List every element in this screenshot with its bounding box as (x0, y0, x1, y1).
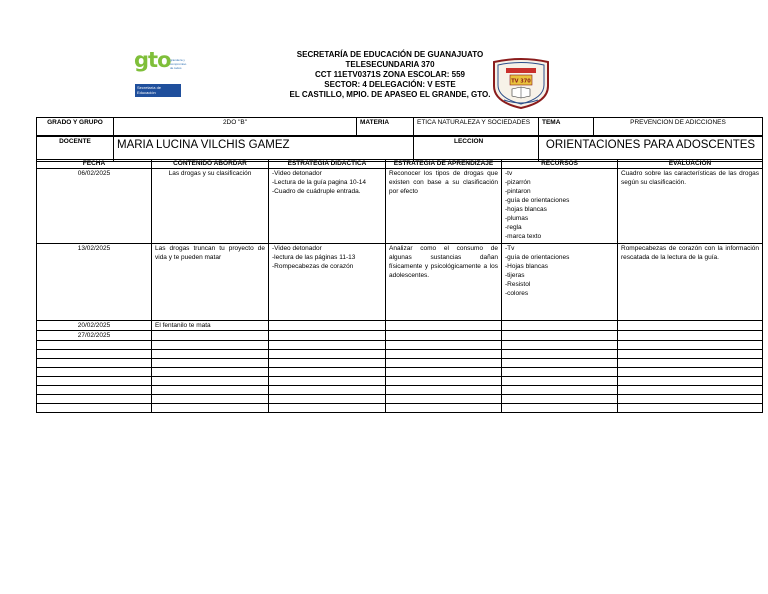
empty-cell (502, 404, 618, 413)
empty-cell (618, 350, 763, 359)
recurso-item: -Resistol (505, 281, 531, 288)
empty-cell (37, 368, 152, 377)
table-row (37, 244, 763, 321)
col-header-fecha: FECHA (37, 160, 152, 169)
empty-cell (386, 350, 502, 359)
header-line-3: CCT 11ETV0371S ZONA ESCOLAR: 559 (315, 70, 465, 79)
empty-cell (618, 377, 763, 386)
empty-cell (152, 377, 269, 386)
empty-cell (152, 395, 269, 404)
gto-logo-bar: Secretaría de Educación (135, 84, 181, 97)
grado-label: GRADO Y GRUPO (37, 118, 114, 137)
empty-cell (37, 341, 152, 350)
empty-cell (502, 359, 618, 368)
info-table-docente (36, 135, 763, 162)
row-didactica (269, 169, 386, 244)
empty-cell (269, 359, 386, 368)
empty-cell (152, 341, 269, 350)
didactica-item: -Video detonador (272, 170, 322, 177)
materia-label: MATERIA (357, 118, 414, 137)
empty-table-row (37, 359, 763, 368)
empty-cell (618, 404, 763, 413)
recurso-item: -Hojas blancas (505, 263, 548, 270)
recurso-item: -regla (505, 224, 522, 231)
empty-cell (269, 341, 386, 350)
empty-cell (618, 359, 763, 368)
gto-logo-text: gto (134, 48, 171, 72)
row-didactica (269, 244, 386, 321)
empty-cell (618, 368, 763, 377)
empty-cell (386, 368, 502, 377)
empty-cell (269, 395, 386, 404)
school-header (270, 50, 510, 100)
recurso-item: -tijeras (505, 272, 525, 279)
col-header-aprendizaje: ESTRATEGIA DE APRENDIZAJE (386, 160, 502, 169)
header-line-1: SECRETARÍA DE EDUCACIÓN DE GUANAJUATO (296, 50, 484, 59)
empty-cell (152, 386, 269, 395)
tema-value: PREVENCION DE ADICCIONES (594, 118, 763, 137)
empty-cell (269, 368, 386, 377)
empty-cell (502, 395, 618, 404)
empty-cell (152, 350, 269, 359)
col-header-evaluacion: EVALUACION (618, 160, 763, 169)
empty-cell (152, 404, 269, 413)
recurso-item: -guía de orientaciones (505, 254, 570, 261)
didactica-item: -Lectura de la guía pagina 10-14 (272, 179, 366, 186)
empty-cell (502, 377, 618, 386)
col-header-recursos: RECURSOS (502, 160, 618, 169)
recurso-item: -pintaron (505, 188, 531, 195)
row-aprendizaje: Reconocer los tipos de drogas que existen con base a su clasificación por efecto (386, 169, 502, 244)
row-fecha: 27/02/2025 (37, 331, 152, 341)
empty-cell (386, 386, 502, 395)
recurso-item: -marca texto (505, 233, 542, 240)
empty-cell (37, 377, 152, 386)
row-contenido: Las drogas y su clasificación (152, 169, 269, 244)
header-line-5: EL CASTILLO, MPIO. DE APASEO EL GRANDE, GTO. (289, 90, 491, 99)
empty-cell (386, 341, 502, 350)
empty-cell (269, 386, 386, 395)
empty-cell (37, 350, 152, 359)
empty-table-row (37, 404, 763, 413)
recurso-item: -plumas (505, 215, 529, 222)
crest-text: TV 370 (511, 78, 531, 85)
recurso-item: -colores (505, 290, 529, 297)
empty-cell (152, 359, 269, 368)
recurso-item: -tv (505, 170, 513, 177)
row-fecha: 13/02/2025 (37, 244, 152, 321)
row-contenido: El fentanilo te mata (152, 321, 269, 331)
docente-value: MARIA LUCINA VILCHIS GAMEZ (114, 136, 414, 162)
school-crest-icon (490, 56, 552, 110)
row-evaluacion: Cuadro sobre las características de las drogas según su clasificación. (618, 169, 763, 244)
empty-table-row (37, 386, 763, 395)
leccion-label: LECCION (414, 136, 539, 162)
info-table-top (36, 117, 763, 137)
header-line-2: TELESECUNDARIA 370 (345, 60, 435, 69)
empty-table-row (37, 341, 763, 350)
recurso-item: -guía de orientaciones (505, 197, 570, 204)
header-line-4: SECTOR: 4 DELEGACIÓN: V ESTE (324, 80, 456, 89)
table-header-row (37, 160, 763, 169)
empty-cell (269, 404, 386, 413)
empty-cell (37, 359, 152, 368)
grado-value: 2DO "B" (114, 118, 357, 137)
empty-table-row (37, 368, 763, 377)
empty-cell (386, 377, 502, 386)
empty-cell (502, 350, 618, 359)
empty-cell (37, 404, 152, 413)
didactica-item: -Rompecabezas de corazón (272, 263, 354, 270)
empty-cell (37, 386, 152, 395)
empty-cell (37, 395, 152, 404)
recurso-item: -pizarrón (505, 179, 531, 186)
didactica-item: -lectura de las páginas 11-13 (272, 254, 356, 261)
materia-value: ETICA NATURALEZA Y SOCIEDADES (414, 118, 539, 137)
empty-cell (269, 350, 386, 359)
didactica-item: -Video detonador (272, 245, 322, 252)
row-fecha: 06/02/2025 (37, 169, 152, 244)
docente-label: DOCENTE (37, 136, 114, 162)
recurso-item: -Tv (505, 245, 515, 252)
row-contenido: Las drogas truncan tu proyecto de vida y te pueden matar (152, 244, 269, 321)
col-header-contenido: CONTENIDO ABORDAR (152, 160, 269, 169)
row-evaluacion: Rompecabezas de corazón con la información rescatada de la lectura de la guía. (618, 244, 763, 321)
empty-cell (618, 341, 763, 350)
planning-table (36, 159, 763, 413)
col-header-didactica: ESTRATEGIA DIDACTICA (269, 160, 386, 169)
empty-cell (618, 395, 763, 404)
table-row (37, 321, 763, 331)
empty-cell (502, 368, 618, 377)
empty-cell (502, 386, 618, 395)
leccion-value: ORIENTACIONES PARA ADOSCENTES (539, 136, 763, 162)
empty-cell (502, 341, 618, 350)
recurso-item: -hojas blancas (505, 206, 547, 213)
gto-logo-tagline: grandeza y compromiso de todos (170, 58, 187, 70)
gto-logo (134, 50, 186, 98)
tema-label: TEMA (539, 118, 594, 137)
table-row (37, 169, 763, 244)
empty-cell (386, 404, 502, 413)
row-recursos (502, 169, 618, 244)
empty-table-row (37, 395, 763, 404)
empty-cell (618, 386, 763, 395)
empty-cell (386, 395, 502, 404)
table-row (37, 331, 763, 341)
row-aprendizaje: Analizar como el consumo de algunas sustancias dañan físicamente y psicológicamente a los adolescentes. (386, 244, 502, 321)
row-contenido (152, 331, 269, 341)
empty-cell (152, 368, 269, 377)
empty-table-row (37, 350, 763, 359)
row-recursos (502, 244, 618, 321)
empty-cell (269, 377, 386, 386)
row-fecha: 20/02/2025 (37, 321, 152, 331)
empty-table-row (37, 377, 763, 386)
empty-cell (386, 359, 502, 368)
didactica-item: -Cuadro de cuádruple entrada. (272, 188, 361, 195)
